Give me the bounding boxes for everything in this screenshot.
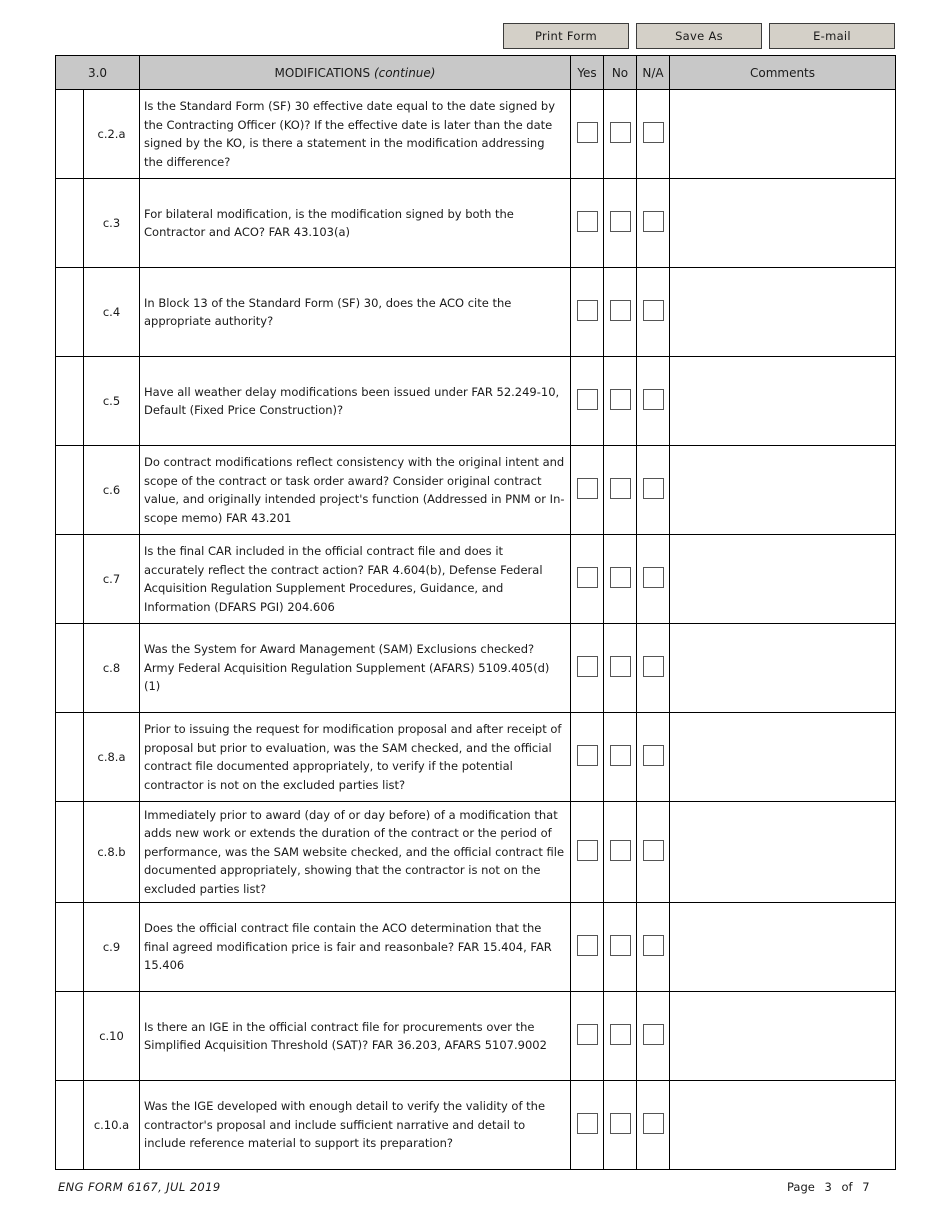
row-spacer-cell <box>56 624 84 713</box>
na-checkbox[interactable] <box>643 1113 664 1134</box>
comments-field[interactable] <box>670 90 896 179</box>
table-row <box>56 713 896 802</box>
item-question: For bilateral modification, is the modification signed by both the Contractor and ACO? FAR 43.103(a) <box>140 179 571 268</box>
table-row <box>56 802 896 903</box>
item-number: c.8 <box>84 624 140 713</box>
comments-field[interactable] <box>670 446 896 535</box>
row-spacer-cell <box>56 535 84 624</box>
yes-column-header: Yes <box>571 56 604 90</box>
item-number: c.6 <box>84 446 140 535</box>
yes-cell <box>571 90 604 179</box>
table-header-row <box>56 56 896 90</box>
na-cell <box>637 179 670 268</box>
no-checkbox[interactable] <box>610 1113 631 1134</box>
item-question: Have all weather delay modifications been issued under FAR 52.249-10, Default (Fixed Price Construction)? <box>140 357 571 446</box>
na-checkbox[interactable] <box>643 656 664 677</box>
yes-cell <box>571 535 604 624</box>
page-current: 3 <box>824 1180 832 1194</box>
no-cell <box>604 992 637 1081</box>
yes-cell <box>571 713 604 802</box>
no-checkbox[interactable] <box>610 300 631 321</box>
na-cell <box>637 713 670 802</box>
yes-cell <box>571 357 604 446</box>
yes-checkbox[interactable] <box>577 1024 598 1045</box>
na-checkbox[interactable] <box>643 478 664 499</box>
item-number: c.3 <box>84 179 140 268</box>
item-number: c.2.a <box>84 90 140 179</box>
na-cell <box>637 624 670 713</box>
item-number: c.9 <box>84 903 140 992</box>
yes-checkbox[interactable] <box>577 567 598 588</box>
item-number: c.7 <box>84 535 140 624</box>
item-question: Is the final CAR included in the official contract file and does it accurately reflect the contract action? FAR 4.604(b), Defense Federal Acquisition Regulation Supplement Procedures, Guidance, and Information (DFARS PGI) 204.606 <box>140 535 571 624</box>
na-checkbox[interactable] <box>643 300 664 321</box>
na-checkbox[interactable] <box>643 122 664 143</box>
na-cell <box>637 357 670 446</box>
table-row <box>56 1081 896 1170</box>
no-checkbox[interactable] <box>610 745 631 766</box>
item-number: c.8.a <box>84 713 140 802</box>
na-column-header: N/A <box>637 56 670 90</box>
item-number: c.4 <box>84 268 140 357</box>
comments-column-header: Comments <box>670 56 896 90</box>
yes-cell <box>571 268 604 357</box>
no-checkbox[interactable] <box>610 211 631 232</box>
no-checkbox[interactable] <box>610 478 631 499</box>
yes-cell <box>571 179 604 268</box>
no-checkbox[interactable] <box>610 656 631 677</box>
item-question: Do contract modifications reflect consistency with the original intent and scope of the contract or task order award? Consider original contract value, and originally intended project's function (Addressed in PNM or In-scope memo) FAR 43.201 <box>140 446 571 535</box>
yes-checkbox[interactable] <box>577 122 598 143</box>
yes-checkbox[interactable] <box>577 840 598 861</box>
row-spacer-cell <box>56 179 84 268</box>
section-title-main: MODIFICATIONS <box>274 65 371 80</box>
na-checkbox[interactable] <box>643 211 664 232</box>
row-spacer-cell <box>56 90 84 179</box>
section-number: 3.0 <box>56 56 140 90</box>
page-label: Page <box>787 1180 815 1194</box>
na-checkbox[interactable] <box>643 389 664 410</box>
yes-checkbox[interactable] <box>577 300 598 321</box>
yes-checkbox[interactable] <box>577 656 598 677</box>
item-question: Immediately prior to award (day of or day before) of a modification that adds new work or extends the duration of the contract or the period of performance, was the SAM website checked, and the official contract file documented appropriately, showing that the contractor is not on the excluded parties list? <box>140 802 571 903</box>
item-question: Prior to issuing the request for modification proposal and after receipt of proposal but prior to evaluation, was the SAM checked, and the official contract file documented appropriately, to verify if the potential contractor is not on the excluded parties list? <box>140 713 571 802</box>
yes-cell <box>571 624 604 713</box>
yes-cell <box>571 992 604 1081</box>
table-row <box>56 624 896 713</box>
comments-field[interactable] <box>670 624 896 713</box>
item-question: Was the System for Award Management (SAM) Exclusions checked? Army Federal Acquisition Regulation Supplement (AFARS) 5109.405(d)(1) <box>140 624 571 713</box>
no-cell <box>604 903 637 992</box>
yes-cell <box>571 446 604 535</box>
item-number: c.5 <box>84 357 140 446</box>
item-question: Was the IGE developed with enough detail to verify the validity of the contractor's proposal and include sufficient narrative and detail to include reference material to support its preparation? <box>140 1081 571 1170</box>
no-cell <box>604 624 637 713</box>
form-number: ENG FORM 6167, JUL 2019 <box>58 1180 221 1194</box>
yes-cell <box>571 1081 604 1170</box>
na-cell <box>637 446 670 535</box>
page-total: 7 <box>862 1180 870 1194</box>
comments-field[interactable] <box>670 713 896 802</box>
no-cell <box>604 1081 637 1170</box>
page-indicator <box>787 1180 870 1194</box>
comments-field[interactable] <box>670 357 896 446</box>
yes-checkbox[interactable] <box>577 478 598 499</box>
row-spacer-cell <box>56 903 84 992</box>
item-number: c.10 <box>84 992 140 1081</box>
row-spacer-cell <box>56 713 84 802</box>
no-cell <box>604 446 637 535</box>
email-button[interactable]: E-mail <box>769 23 895 49</box>
row-spacer-cell <box>56 268 84 357</box>
no-checkbox[interactable] <box>610 389 631 410</box>
item-question: In Block 13 of the Standard Form (SF) 30, does the ACO cite the appropriate authority? <box>140 268 571 357</box>
table-row <box>56 446 896 535</box>
yes-checkbox[interactable] <box>577 745 598 766</box>
no-checkbox[interactable] <box>610 122 631 143</box>
no-cell <box>604 802 637 903</box>
no-cell <box>604 535 637 624</box>
page-of: of <box>841 1180 853 1194</box>
comments-field[interactable] <box>670 179 896 268</box>
no-checkbox[interactable] <box>610 935 631 956</box>
comments-field[interactable] <box>670 802 896 903</box>
row-spacer-cell <box>56 1081 84 1170</box>
na-cell <box>637 802 670 903</box>
no-column-header: No <box>604 56 637 90</box>
table-row <box>56 179 896 268</box>
no-cell <box>604 357 637 446</box>
comments-field[interactable] <box>670 268 896 357</box>
table-row <box>56 90 896 179</box>
no-checkbox[interactable] <box>610 840 631 861</box>
yes-checkbox[interactable] <box>577 935 598 956</box>
item-question: Is the Standard Form (SF) 30 effective date equal to the date signed by the Contracting Officer (KO)? If the effective date is later than the date signed by the KO, is there a statement in the modification addressing the difference? <box>140 90 571 179</box>
yes-cell <box>571 802 604 903</box>
na-cell <box>637 535 670 624</box>
table-row <box>56 268 896 357</box>
yes-cell <box>571 903 604 992</box>
item-number: c.10.a <box>84 1081 140 1170</box>
row-spacer-cell <box>56 446 84 535</box>
comments-field[interactable] <box>670 992 896 1081</box>
print-form-button[interactable]: Print Form <box>503 23 629 49</box>
no-checkbox[interactable] <box>610 1024 631 1045</box>
no-cell <box>604 713 637 802</box>
item-number: c.8.b <box>84 802 140 903</box>
comments-field[interactable] <box>670 1081 896 1170</box>
section-title-sub: (continue) <box>373 65 436 80</box>
na-cell <box>637 90 670 179</box>
checklist-table <box>55 55 896 1170</box>
no-cell <box>604 179 637 268</box>
save-as-button[interactable]: Save As <box>636 23 762 49</box>
yes-checkbox[interactable] <box>577 389 598 410</box>
yes-checkbox[interactable] <box>577 1113 598 1134</box>
yes-checkbox[interactable] <box>577 211 598 232</box>
na-cell <box>637 268 670 357</box>
na-checkbox[interactable] <box>643 1024 664 1045</box>
no-cell <box>604 90 637 179</box>
na-checkbox[interactable] <box>643 935 664 956</box>
table-row <box>56 903 896 992</box>
na-checkbox[interactable] <box>643 840 664 861</box>
table-row <box>56 535 896 624</box>
comments-field[interactable] <box>670 535 896 624</box>
form-toolbar <box>0 23 950 51</box>
table-row <box>56 357 896 446</box>
table-row <box>56 992 896 1081</box>
na-cell <box>637 992 670 1081</box>
section-title <box>140 56 571 90</box>
na-checkbox[interactable] <box>643 745 664 766</box>
row-spacer-cell <box>56 802 84 903</box>
na-checkbox[interactable] <box>643 567 664 588</box>
item-question: Does the official contract file contain the ACO determination that the final agreed modification price is fair and reasonbale? FAR 15.404, FAR 15.406 <box>140 903 571 992</box>
na-cell <box>637 1081 670 1170</box>
comments-field[interactable] <box>670 903 896 992</box>
no-checkbox[interactable] <box>610 567 631 588</box>
no-cell <box>604 268 637 357</box>
item-question: Is there an IGE in the official contract file for procurements over the Simplified Acquisition Threshold (SAT)? FAR 36.203, AFARS 5107.9002 <box>140 992 571 1081</box>
na-cell <box>637 903 670 992</box>
row-spacer-cell <box>56 992 84 1081</box>
row-spacer-cell <box>56 357 84 446</box>
